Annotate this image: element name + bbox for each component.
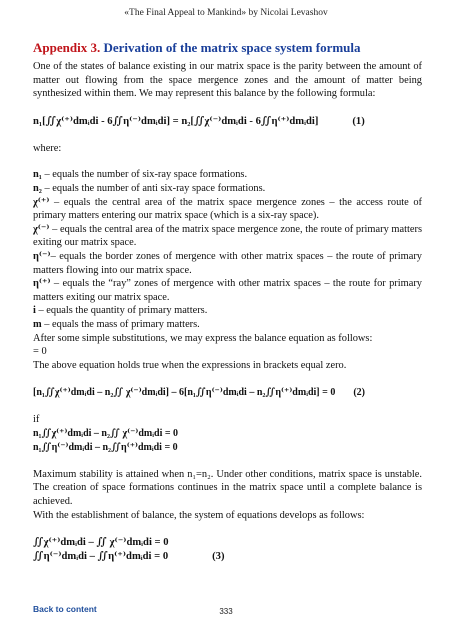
definition-text: – equals the quantity of primary matters. bbox=[35, 305, 208, 317]
condition-equation-2: n₁∬η⁽⁻⁾dmᵢdi – n₂∬η⁽⁺⁾dmᵢdi = 0 bbox=[33, 441, 178, 453]
definition-item bbox=[33, 304, 422, 318]
equation-1 bbox=[33, 115, 422, 129]
equation-3b-text: ∬η⁽⁻⁾dmᵢdi – ∬η⁽⁺⁾dmᵢdi = 0 bbox=[33, 551, 169, 563]
equation-2 bbox=[33, 386, 422, 400]
definition-symbol: η⁽⁺⁾ bbox=[33, 278, 51, 290]
appendix-number: Appendix 3. bbox=[33, 40, 101, 55]
definition-symbol: n₂ bbox=[33, 182, 42, 194]
definition-symbol: i bbox=[33, 305, 36, 317]
definition-item bbox=[33, 196, 422, 223]
definition-text: – equals the mass of primary matters. bbox=[41, 318, 200, 330]
condition-equation-1: n₁∬χ⁽⁺⁾dmᵢdi – n₂∬ χ⁽⁻⁾dmᵢdi = 0 bbox=[33, 427, 179, 439]
definition-item bbox=[33, 318, 422, 332]
definition-text: – equals the central area of the matrix space mergence zone, the route of primary matters exiting our matrix space. bbox=[33, 223, 422, 249]
definition-item bbox=[33, 277, 422, 304]
if-label: if bbox=[33, 414, 40, 426]
definition-text: – equals the central area of the matrix space mergence zones – the access route of primary matters entering our matrix space (which is a six-ray space). bbox=[33, 196, 422, 222]
appendix-heading: Derivation of the matrix space system formula bbox=[103, 40, 361, 55]
where-label: where: bbox=[33, 142, 62, 154]
equation-3a: ∬χ⁽⁺⁾dmᵢdi – ∬ χ⁽⁻⁾dmᵢdi = 0 bbox=[33, 537, 169, 549]
definition-symbol: χ⁽⁻⁾ bbox=[33, 223, 50, 235]
appendix-title bbox=[33, 40, 422, 56]
definition-item bbox=[33, 223, 422, 250]
equation-3-label: (3) bbox=[212, 551, 225, 563]
equation-2-label: (2) bbox=[353, 387, 366, 399]
definition-text: – equals the “ray” zones of mergence with other matrix spaces – the route for primary matters exiting our matrix space. bbox=[33, 278, 422, 303]
definition-text: – equals the number of anti six-ray space formations. bbox=[41, 182, 266, 194]
definition-symbol: η⁽⁻⁾ bbox=[33, 250, 51, 262]
definition-text: – equals the number of six-ray space formations. bbox=[41, 169, 248, 181]
equation-1-text: n₁[∬χ⁽⁺⁾dmᵢdi - 6∬η⁽⁻⁾dmᵢdi] = n₂[∬χ⁽⁻⁾dmᵢdi - 6∬η⁽⁺⁾dmᵢdi] bbox=[33, 115, 319, 127]
definition-item bbox=[33, 182, 422, 196]
intro-paragraph: One of the states of balance existing in our matrix space is the parity between the amount of matter out flowing from the space mergence zones and the amount of matter being synthesized within them. We may represent this balance by the following formula: bbox=[33, 61, 422, 100]
equals-zero-line: = 0 bbox=[33, 346, 47, 358]
page-body bbox=[33, 40, 422, 564]
page-number: 333 bbox=[219, 607, 233, 616]
stability-paragraph: Maximum stability is attained when n₁=n₂. Under other conditions, matrix space is unstable. The creation of space formations continues in the matrix space until a complete balance is achieved. bbox=[33, 468, 422, 508]
brackets-paragraph: The above equation holds true when the expressions in brackets equal zero. bbox=[33, 359, 347, 371]
balance-paragraph: With the establishment of balance, the system of equations develops as follows: bbox=[33, 509, 365, 521]
definition-text: – equals the border zones of mergence with other matrix spaces – the route of primary matters flowing into our matrix space. bbox=[33, 250, 422, 276]
definition-symbol: χ⁽⁺⁾ bbox=[33, 196, 50, 208]
back-to-content-link[interactable]: Back to content bbox=[33, 604, 97, 614]
definitions-list bbox=[33, 168, 422, 331]
definition-symbol: n₁ bbox=[33, 169, 42, 181]
running-header: «The Final Appeal to Mankind» by Nicolai Levashov bbox=[124, 8, 328, 18]
definition-symbol: m bbox=[33, 318, 42, 330]
equation-2-text: [n₁∬χ⁽⁺⁾dmᵢdi – n₂∬ χ⁽⁻⁾dmᵢdi] – 6[n₁∬η⁽⁻⁾dmᵢdi – n₂∬η⁽⁺⁾dmᵢdi] = 0 bbox=[33, 387, 336, 399]
equation-3b bbox=[33, 550, 422, 564]
definition-item bbox=[33, 168, 422, 182]
substitution-paragraph: After some simple substitutions, we may express the balance equation as follows: bbox=[33, 332, 373, 344]
equation-1-label: (1) bbox=[352, 115, 365, 127]
definition-item bbox=[33, 250, 422, 277]
